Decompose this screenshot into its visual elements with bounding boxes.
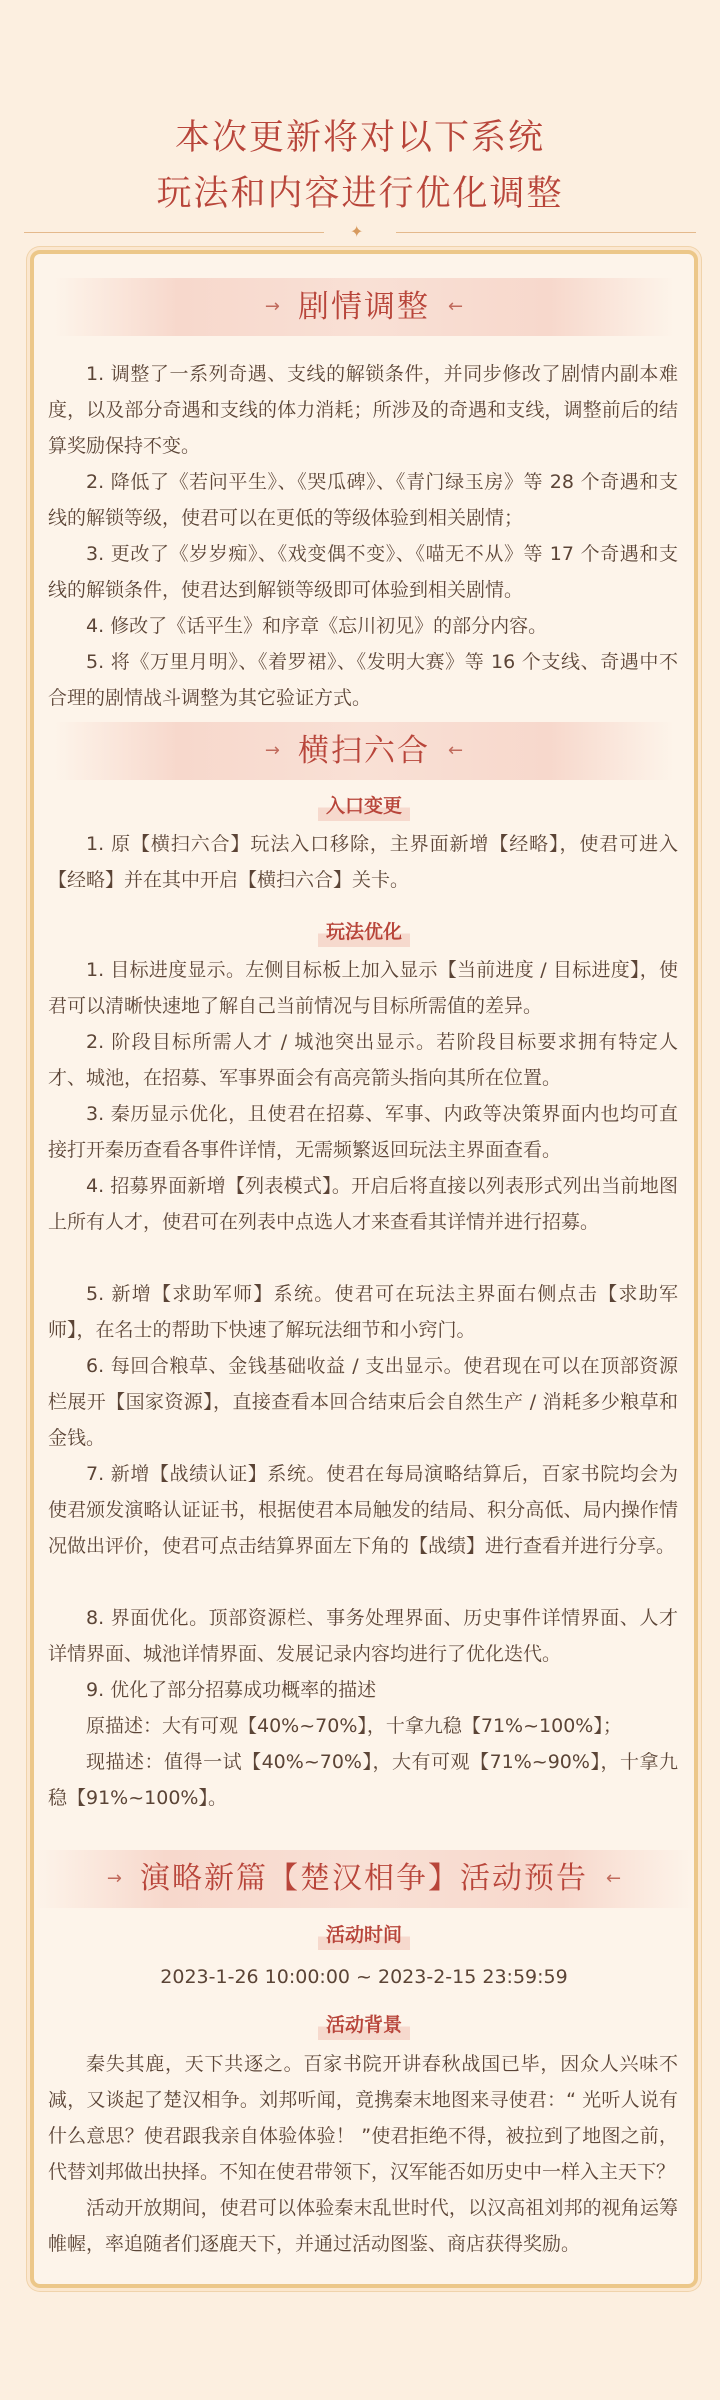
divider-line-right xyxy=(396,232,696,233)
arrow-right-icon: → xyxy=(106,1868,122,1889)
title-divider xyxy=(24,222,696,241)
section-banner-sweep xyxy=(54,722,674,780)
opt-item-2: 2. 阶段目标所需人才 / 城池突出显示。若阶段目标要求拥有特定人才、城池，在招募、军事界面会有高亮箭头指向其所在位置。 xyxy=(48,1031,678,1089)
section-title-story: 剧情调整 xyxy=(298,289,430,325)
event-bg-para-2: 活动开放期间，使君可以体验秦末乱世时代，以汉高祖刘邦的视角运筹帷幄，率追随者们逐鹿天下，并通过活动图鉴、商店获得奖励。 xyxy=(48,2197,678,2255)
divider-line-left xyxy=(24,232,324,233)
subtitle-time-text: 活动时间 xyxy=(318,1920,410,1950)
story-item-3: 3. 更改了《岁岁痴》、《戏变偶不变》、《喵无不从》等 17 个奇遇和支线的解锁条件，使君达到解锁等级即可体验到相关剧情。 xyxy=(48,543,678,601)
title-line-2: 玩法和内容进行优化调整 xyxy=(156,174,564,214)
story-item-4: 4. 修改了《话平生》和序章《忘川初见》的部分内容。 xyxy=(86,615,548,637)
subtitle-entry xyxy=(34,791,694,821)
subtitle-opt-text: 玩法优化 xyxy=(318,917,410,947)
opt-item-6: 6. 每回合粮草、金钱基础收益 / 支出显示。使君现在可以在顶部资源栏展开【国家资源】，直接查看本回合结束后会自然生产 / 消耗多少粮草和金钱。 xyxy=(48,1355,678,1449)
event-time-value: 2023-1-26 10:00:00 ~ 2023-2-15 23:59:59 xyxy=(160,1966,568,1988)
arrow-right-icon: → xyxy=(264,740,280,761)
subtitle-background xyxy=(34,2010,694,2040)
section-title-event: 演略新篇【楚汉相争】活动预告 xyxy=(140,1861,588,1896)
opt-item-1: 1. 目标进度显示。左侧目标板上加入显示【当前进度 / 目标进度】，使君可以清晰快速地了解自己当前情况与目标所需值的差异。 xyxy=(48,959,678,1017)
story-item-1: 1. 调整了一系列奇遇、支线的解锁条件，并同步修改了剧情内副本难度，以及部分奇遇和支线的体力消耗；所涉及的奇遇和支线，调整前后的结算奖励保持不变。 xyxy=(48,363,678,457)
content-card xyxy=(30,250,698,2288)
opt-item-8: 8. 界面优化。顶部资源栏、事务处理界面、历史事件详情界面、人才详情界面、城池详情界面、发展记录内容均进行了优化迭代。 xyxy=(48,1607,678,1665)
star-icon: ✦ xyxy=(350,222,364,241)
subtitle-opt xyxy=(34,917,694,947)
section-banner-story xyxy=(54,278,674,336)
opt-item-5: 5. 新增【求助军师】系统。使君可在玩法主界面右侧点击【求助军师】，在名士的帮助下快速了解玩法细节和小窍门。 xyxy=(48,1283,678,1341)
subtitle-entry-text: 入口变更 xyxy=(318,791,410,821)
opt-item-9-old: 原描述：大有可观【40%~70%】，十拿九稳【71%~100%】； xyxy=(86,1715,622,1737)
event-bg-para-1: 秦失其鹿，天下共逐之。百家书院开讲春秋战国已毕，因众人兴味不减，又谈起了楚汉相争。刘邦听闻，竟携秦末地图来寻使君：“ 光听人说有什么意思？使君跟我亲自体验体验！ ”使君拒绝不得，被拉到了地图之前，代替刘邦做出抉择。不知在使君带领下，汉军能否如历史中一样入主天下？ xyxy=(48,2053,678,2183)
arrow-left-icon: ← xyxy=(448,740,464,761)
story-item-5: 5. 将《万里月明》、《着罗裙》、《发明大赛》等 16 个支线、奇遇中不合理的剧情战斗调整为其它验证方式。 xyxy=(48,651,678,709)
subtitle-background-text: 活动背景 xyxy=(318,2010,410,2040)
subtitle-time xyxy=(34,1920,694,1950)
opt-item-9: 9. 优化了部分招募成功概率的描述 xyxy=(86,1679,377,1701)
section-title-sweep: 横扫六合 xyxy=(298,733,430,769)
opt-item-9-new: 现描述：值得一试【40%~70%】，大有可观【71%~90%】，十拿九稳【91%~100%】。 xyxy=(48,1751,678,1809)
page-title xyxy=(0,110,720,222)
opt-item-4: 4. 招募界面新增【列表模式】。开启后将直接以列表形式列出当前地图上所有人才，使君可在列表中点选人才来查看其详情并进行招募。 xyxy=(48,1175,678,1233)
opt-item-7: 7. 新增【战绩认证】系统。使君在每局演略结算后，百家书院均会为使君颁发演略认证证书，根据使君本局触发的结局、积分高低、局内操作情况做出评价，使君可点击结算界面左下角的【战绩】进行查看并进行分享。 xyxy=(48,1463,678,1557)
entry-item-1: 1. 原【横扫六合】玩法入口移除，主界面新增【经略】，使君可进入【经略】并在其中开启【横扫六合】关卡。 xyxy=(48,833,678,891)
arrow-left-icon: ← xyxy=(606,1868,622,1889)
arrow-left-icon: ← xyxy=(448,296,464,317)
arrow-right-icon: → xyxy=(264,296,280,317)
title-line-1: 本次更新将对以下系统 xyxy=(174,118,545,158)
section-banner-event xyxy=(34,1850,694,1908)
opt-item-3: 3. 秦历显示优化，且使君在招募、军事、内政等决策界面内也均可直接打开秦历查看各事件详情，无需频繁返回玩法主界面查看。 xyxy=(48,1103,678,1161)
story-item-2: 2. 降低了《若问平生》、《哭瓜碑》、《青门绿玉房》等 28 个奇遇和支线的解锁等级，使君可以在更低的等级体验到相关剧情； xyxy=(48,471,678,529)
